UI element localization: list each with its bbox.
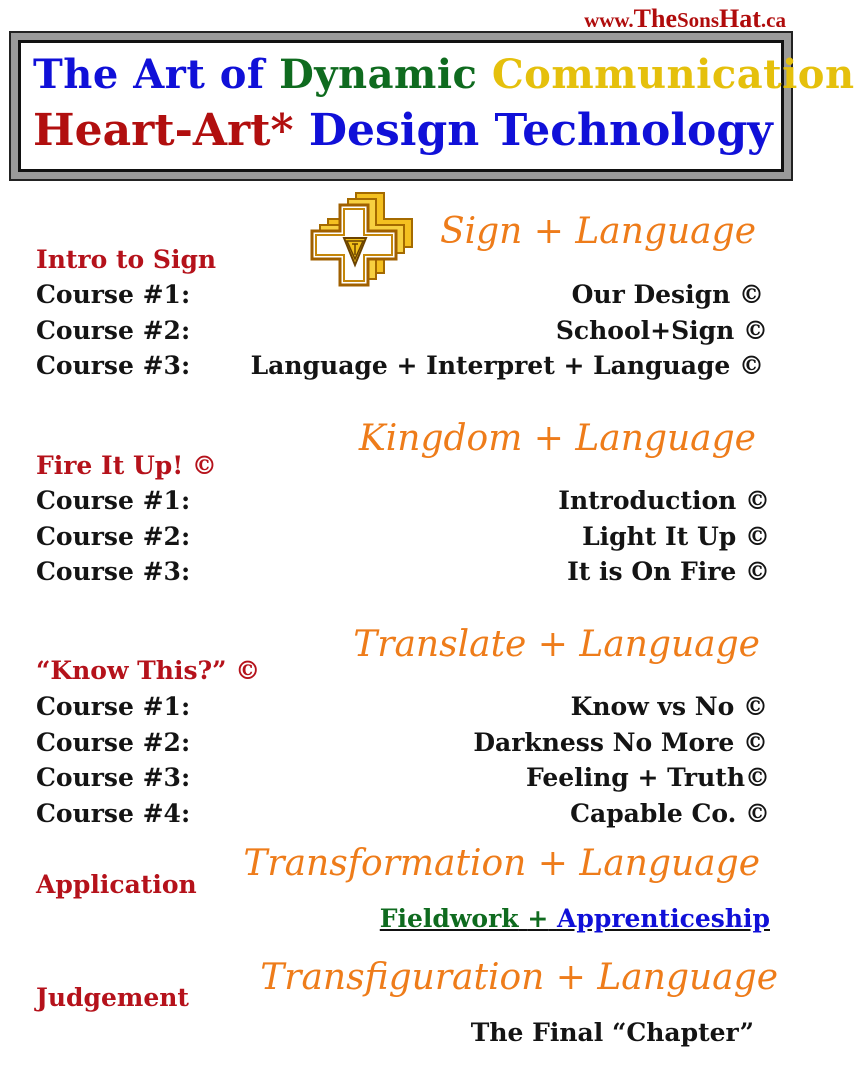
course-label: Course #1: <box>36 280 191 309</box>
course-label: Course #2: <box>36 728 191 757</box>
course-name: Know vs No © <box>570 692 768 721</box>
course-label: Course #3: <box>36 351 191 380</box>
section-title-application: Application <box>36 870 197 899</box>
course-name: Feeling + Truth© <box>525 763 770 792</box>
script-heading-transformation: Transformation + Language <box>243 843 760 884</box>
course-label: Course #3: <box>36 557 191 586</box>
course-label: Course #4: <box>36 799 191 828</box>
script-heading-sign: Sign + Language <box>439 211 756 252</box>
banner-line-1 <box>33 51 855 98</box>
site-url[interactable] <box>584 4 786 34</box>
banner-communication: Communication <box>491 51 855 98</box>
course-name: School+Sign © <box>555 316 768 345</box>
url-hat: Hat <box>719 4 761 33</box>
url-the: The <box>633 4 677 33</box>
link-plus: + <box>527 904 549 933</box>
section-title-fire-it-up: Fire It Up! © <box>36 451 217 480</box>
course-label: Course #1: <box>36 692 191 721</box>
fieldwork-apprenticeship-link[interactable] <box>380 904 770 933</box>
script-heading-kingdom: Kingdom + Language <box>358 418 756 459</box>
course-name: Capable Co. © <box>570 799 770 828</box>
course-label: Course #2: <box>36 522 191 551</box>
script-heading-translate: Translate + Language <box>353 624 760 665</box>
course-name: Darkness No More © <box>473 728 768 757</box>
section-title-intro-to-sign: Intro to Sign <box>36 245 217 274</box>
banner-art-of: The Art of <box>33 51 265 98</box>
url-suffix: .ca <box>760 8 786 32</box>
banner-line-2 <box>33 105 773 156</box>
golden-cross-logo-icon <box>306 191 426 285</box>
apprenticeship-link[interactable]: Apprenticeship <box>556 904 770 933</box>
section-title-judgement: Judgement <box>36 983 189 1012</box>
banner-dynamic: Dynamic <box>279 51 478 98</box>
course-name: Light It Up © <box>582 522 770 551</box>
course-name: It is On Fire © <box>567 557 770 586</box>
course-name: Our Design © <box>571 280 764 309</box>
section-title-know-this: “Know This?” © <box>36 656 261 685</box>
fieldwork-link[interactable]: Fieldwork <box>379 904 519 933</box>
banner-design-technology: Design Technology <box>308 105 773 156</box>
banner-heart-art: Heart-Art* <box>33 105 294 156</box>
course-label: Course #3: <box>36 763 191 792</box>
url-prefix: www. <box>584 8 634 32</box>
course-name: Introduction © <box>558 486 770 515</box>
url-sons: Sons <box>677 8 720 32</box>
title-banner <box>18 40 855 172</box>
course-name: Language + Interpret + Language © <box>250 351 764 380</box>
final-chapter-note: The Final “Chapter” <box>470 1018 754 1047</box>
script-heading-transfiguration: Transfiguration + Language <box>260 957 778 998</box>
course-label: Course #1: <box>36 486 191 515</box>
course-label: Course #2: <box>36 316 191 345</box>
